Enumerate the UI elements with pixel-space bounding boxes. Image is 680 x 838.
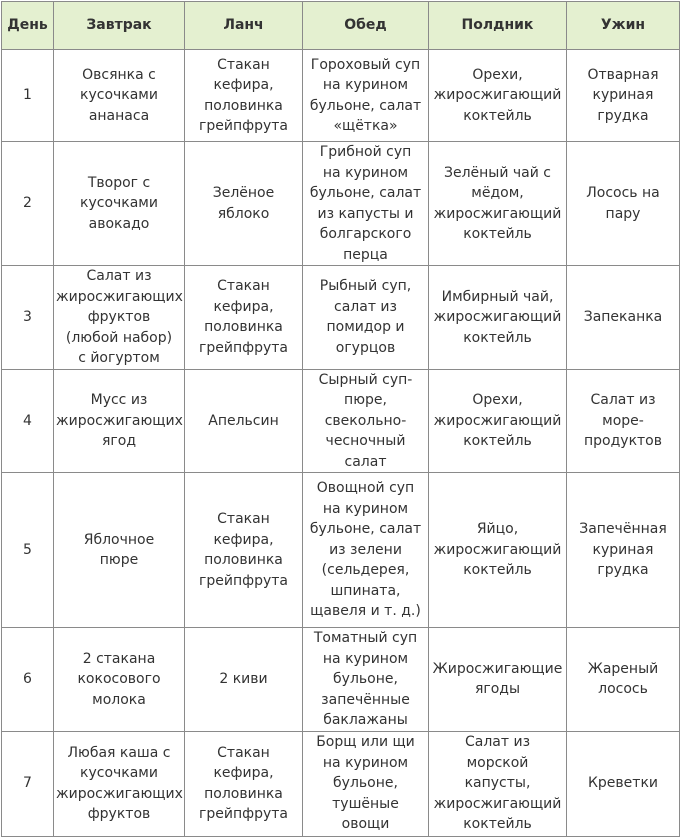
- dinner-cell: Грибной суп на курином бульоне, салат из капусты и болгарского перца: [303, 142, 429, 266]
- table-row: [2, 731, 680, 836]
- table-row: [2, 473, 680, 628]
- lunch-cell: Зелёное яблоко: [185, 142, 303, 266]
- table-row: [2, 628, 680, 732]
- table-row: [2, 266, 680, 370]
- supper-cell: Лосось на пару: [567, 142, 680, 266]
- snack-cell: Орехи, жиросжигающий коктейль: [429, 369, 567, 473]
- day-cell: 5: [2, 473, 54, 628]
- snack-cell: Яйцо, жиросжигающий коктейль: [429, 473, 567, 628]
- dinner-cell: Томатный суп на курином бульоне, запечённые баклажаны: [303, 628, 429, 732]
- day-cell: 7: [2, 731, 54, 836]
- breakfast-cell: Любая каша с кусочками жиросжигающих фруктов: [54, 731, 185, 836]
- supper-cell: Салат из море- продуктов: [567, 369, 680, 473]
- snack-cell: Имбирный чай, жиросжигающий коктейль: [429, 266, 567, 370]
- day-cell: 4: [2, 369, 54, 473]
- header-breakfast: Завтрак: [54, 2, 185, 50]
- lunch-cell: Стакан кефира, половинка грейпфрута: [185, 731, 303, 836]
- header-dinner: Обед: [303, 2, 429, 50]
- breakfast-cell: 2 стакана кокосового молока: [54, 628, 185, 732]
- table-row: [2, 50, 680, 142]
- lunch-cell: Стакан кефира, половинка грейпфрута: [185, 473, 303, 628]
- dinner-cell: Сырный суп- пюре, свекольно- чесночный салат: [303, 369, 429, 473]
- header-lunch: Ланч: [185, 2, 303, 50]
- lunch-cell: Стакан кефира, половинка грейпфрута: [185, 50, 303, 142]
- day-cell: 1: [2, 50, 54, 142]
- dinner-cell: Гороховый суп на курином бульоне, салат «щётка»: [303, 50, 429, 142]
- header-supper: Ужин: [567, 2, 680, 50]
- table-row: [2, 142, 680, 266]
- supper-cell: Отварная куриная грудка: [567, 50, 680, 142]
- snack-cell: Салат из морской капусты, жиросжигающий коктейль: [429, 731, 567, 836]
- supper-cell: Жареный лосось: [567, 628, 680, 732]
- day-cell: 6: [2, 628, 54, 732]
- dinner-cell: Борщ или щи на курином бульоне, тушёные овощи: [303, 731, 429, 836]
- supper-cell: Запеканка: [567, 266, 680, 370]
- breakfast-cell: Яблочное пюре: [54, 473, 185, 628]
- lunch-cell: Стакан кефира, половинка грейпфрута: [185, 266, 303, 370]
- snack-cell: Жиросжигающие ягоды: [429, 628, 567, 732]
- breakfast-cell: Мусс из жиросжигающих ягод: [54, 369, 185, 473]
- breakfast-cell: Творог с кусочками авокадо: [54, 142, 185, 266]
- dinner-cell: Рыбный суп, салат из помидор и огурцов: [303, 266, 429, 370]
- table-row: [2, 369, 680, 473]
- supper-cell: Креветки: [567, 731, 680, 836]
- header-day: День: [2, 2, 54, 50]
- header-snack: Полдник: [429, 2, 567, 50]
- day-cell: 3: [2, 266, 54, 370]
- snack-cell: Орехи, жиросжигающий коктейль: [429, 50, 567, 142]
- lunch-cell: 2 киви: [185, 628, 303, 732]
- header-row: [2, 2, 680, 50]
- day-cell: 2: [2, 142, 54, 266]
- breakfast-cell: Овсянка с кусочками ананаса: [54, 50, 185, 142]
- supper-cell: Запечённая куриная грудка: [567, 473, 680, 628]
- meal-plan-table: [1, 1, 680, 837]
- dinner-cell: Овощной суп на курином бульоне, салат из зелени (сельдерея, шпината, щавеля и т. д.): [303, 473, 429, 628]
- breakfast-cell: Салат из жиросжигающих фруктов (любой набор) с йогуртом: [54, 266, 185, 370]
- snack-cell: Зелёный чай с мёдом, жиросжигающий коктейль: [429, 142, 567, 266]
- lunch-cell: Апельсин: [185, 369, 303, 473]
